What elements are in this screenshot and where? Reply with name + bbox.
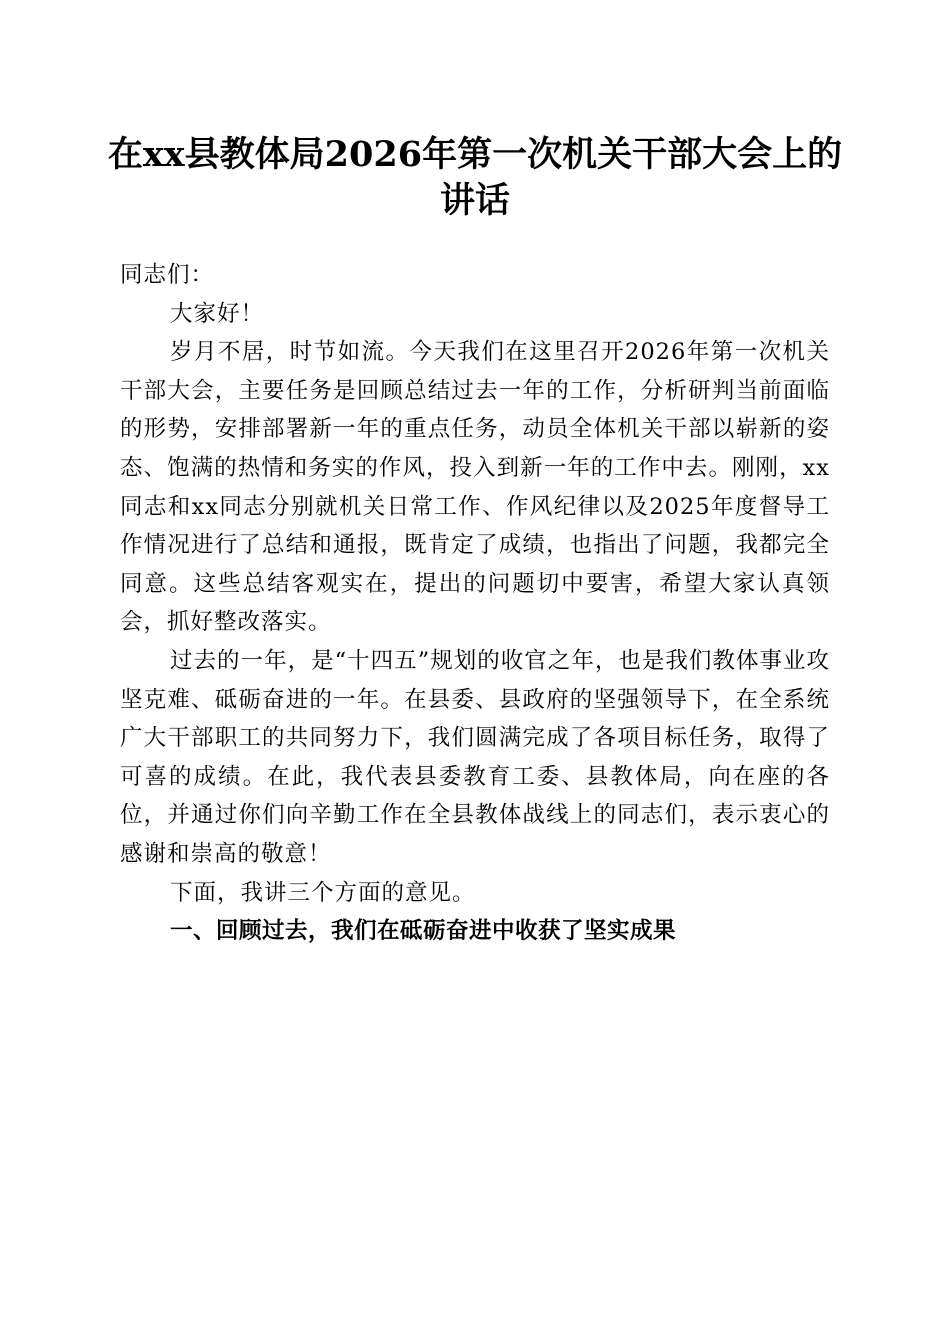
paragraph-review: 过去的一年，是“十四五”规划的收官之年，也是我们教体事业攻坚克难、砥砺奋进的一年。在县委、县政府的坚强领导下，在全系统广大干部职工的共同努力下，我们圆满完成了各项目标任务，取得了可喜的成绩。在此，我代表县委教育工委、县教体局，向在座的各位，并通过你们向辛勤工作在全县教体战线上的同志们，表示衷心的感谢和崇高的敬意！ bbox=[120, 647, 830, 867]
document-title: 在xx县教体局2026年第一次机关干部大会上的讲话 bbox=[107, 134, 843, 221]
document-body bbox=[120, 256, 830, 951]
section-heading: 一、回顾过去，我们在砥砺奋进中收获了坚实成果 bbox=[170, 918, 677, 945]
paragraph-opening: 岁月不居，时节如流。今天我们在这里召开2026年第一次机关干部大会，主要任务是回顾总结过去一年的工作，分析研判当前面临的形势，安排部署新一年的重点任务，动员全体机关干部以崭新的姿态、饱满的热情和务实的作风，投入到新一年的工作中去。刚刚，xx同志和xx同志分别就机关日常工作、作风纪律以及2025年度督导工作情况进行了总结和通报，既肯定了成绩，也指出了问题，我都完全同意。这些总结客观实在，提出的问题切中要害，希望大家认真领会，抓好整改落实。 bbox=[120, 339, 830, 636]
salutation: 同志们： bbox=[120, 262, 215, 288]
greeting: 大家好！ bbox=[170, 300, 265, 327]
paragraph-outline: 下面，我讲三个方面的意见。 bbox=[170, 879, 476, 906]
